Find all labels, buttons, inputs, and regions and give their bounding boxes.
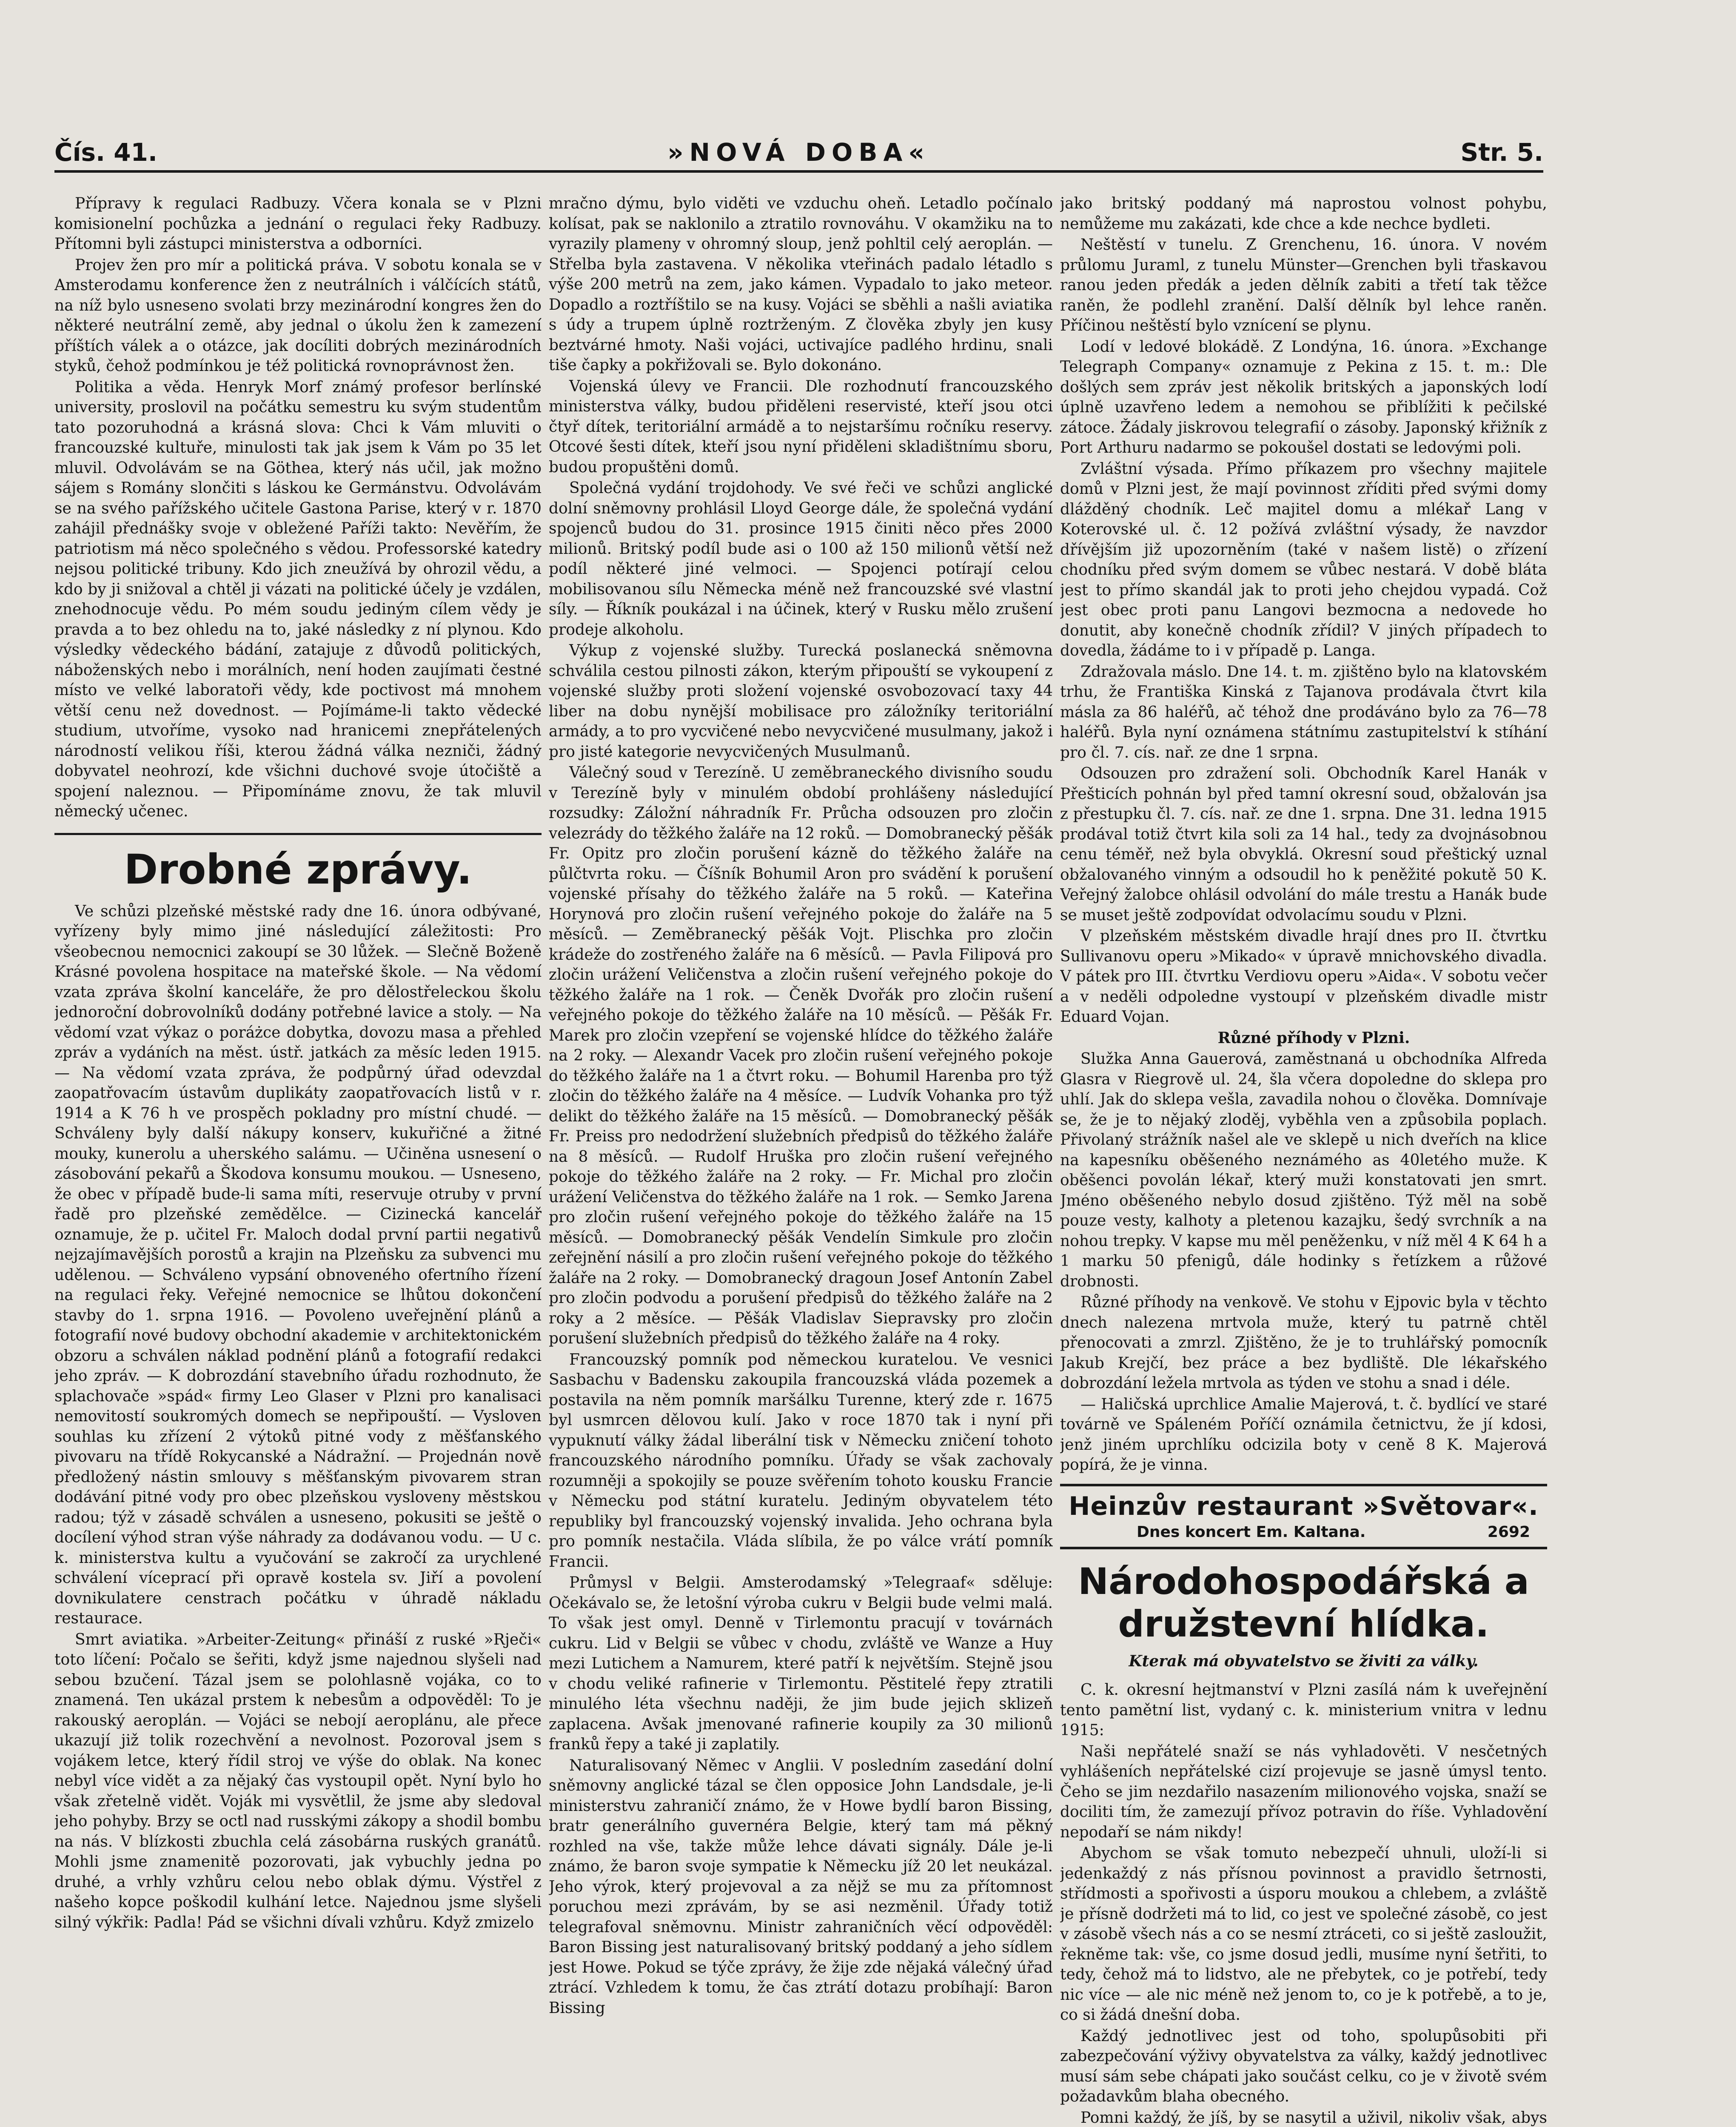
section-heading-economy: Národohospodářská a družstevní hlídka. (1078, 1560, 1529, 1645)
article-butter-price: Zdražovala máslo. Dne 14. t. m. zjištěno bylo na klatovském trhu, že Františka Kinská z Tajanova prodávala čtvrt kila másla za 86 haléřů, ač téhož dne prodáváno bylo za 76—78 haléřů. Byla nyní oznámena státnímu zastupitelství k stíhání pro čl. 7. cís. nař. ze dne 1 srpna. (1060, 663, 1547, 761)
ad-concert-text: Dnes koncert Em. Kaltana. (1137, 1523, 1366, 1541)
article-tunnel-accident: Neštěstí v tunelu. Z Grenchenu, 16. února. V novém průlomu Juraml, z tunelu Münster—Grenchen byli třaskavou ranou jeden předák a jeden dělník zabiti a třetí tak těžce raněn, že podlehl zranění. Další dělník byl lehce raněn. Příčinou neštěstí bylo vznícení se plynu. (1060, 236, 1547, 334)
newspaper-title: »NOVÁ DOBA« (667, 138, 930, 167)
subheading-war-nutrition: Kterak má obyvatelstvo se živiti za války. (1129, 1652, 1479, 1670)
column-2 (549, 194, 1053, 2127)
issue-number: Čís. 41. (54, 138, 157, 167)
article-military-ransom: Výkup z vojenské služby. Turecká poslanecká sněmovna schválila cestou pilnosti zákon, kterým připouští se vykoupení z vojenské služby proti složení vojenské osvobozovací taxy 44 liber na dobu nynější mobilisace pro záložníky teritoriální armády, a to pro vycvičené nebo nevycvičené musulmany, jakož i pro jisté kategorie nevycvičených Musulmanů. (549, 642, 1053, 761)
article-women-peace: Projev žen pro mír a politická práva. V sobotu konala se v Amsterodamu konference žen z neutrálních i válčících států, na níž bylo usneseno svolati brzy mezinárodní kongres žen do některé neutrální země, aby jednal o úkolu žen k zamezení příštích válek a o otázce, jak docíliti dobrých mezinárodních styků, čehož podmínkou je též politická rovnoprávnost žen. (54, 256, 542, 375)
article-nutrition-p2: Abychom se však tomuto nebezpečí uhnuli, uloží-li si jedenkaždý z nás přísnou povinnost a pravidlo šetrnosti, střídmosti a spořivosti a úsporu moukou a chlebem, a zvláště je přísně dodržeti má to lid, co jest ve společné zásobě, co jest v zásobě všech nás a co se nesmí ztráceti, co si ještě zasloužit, řekněme tak: vše, co jsme dosud jedli, musíme nyní šetřiti, to tedy, čehož má to lidstvo, ale ne přebytek, co je potřebí, tedy nic více — ale nic méně než jenom to, co je k potřebě, a to je, co si žádá dnešní doba. (1060, 1845, 1547, 2024)
article-aviator-continued: mračno dýmu, bylo viděti ve vzduchu oheň. Letadlo počínalo kolísat, pak se naklonilo a ztratilo rovnováhu. V okamžiku na to vyrazily plameny v ohromný sloup, jenž pohltil celý aeroplán. — Střelba byla zastavena. V několika vteřinách padalo létadlo s výše 200 metrů na zem, jako kámen. Vypadalo to jako meteor. Dopadlo a roztříštilo se na kusy. Vojáci se sběhli a našli aviatika s údy a trupem úplně roztrženým. Z člověka zbyly jen kusy beztvárné hmoty. Naši vojáci, uctivajíce padlého hrdinu, snali tiše čapky a pokřižovali se. Bylo dokonáno. (549, 195, 1053, 374)
page-header (54, 140, 1543, 173)
article-country-events: Různé příhody na venkově. Ve stohu v Ejpovic byla v těchto dnech nalezena mrtvola muže, který tu patrně chtěl přenocovati a zmrzl. Zjištěno, že je to truhlářský pomocník Jakub Krejčí, bez práce a bez bydliště. Dle lékařského dobrozdání ležela mrtvola as týden ve stohu a snad i déle. (1060, 1294, 1547, 1392)
article-nutrition-p1: Naši nepřátelé snaží se nás vyhladověti. V nesčetných vyhlášeních nepřátelské cizí projevuje se jasně úmysl tento. Čeho se jim nezdařilo nasazením milionového vojska, snaží se dociliti tím, že zamezují přívoz potravin do říše. Vyhladovění nepodaří se nám nikdy! (1060, 1742, 1547, 1841)
column-3 (1060, 194, 1547, 2127)
article-plzen-events: Služka Anna Gauerová, zaměstnaná u obchodníka Alfreda Glasra v Riegrově ul. 24, šla včera dopoledne do sklepa pro uhlí. Jak do sklepa vešla, zavadila nohou o člověka. Domnívaje se, že je to nějaký zloděj, vyběhla ven a způsobila poplach. Přivolaný strážník našel ale ve sklepě u nich dveřích na klice na kapesníku oběšeného neznámého as 40letého muže. K oběšenci povolán lékař, který muži konstatovati jen smrt. Jméno oběšeného nebylo dosud zjištěno. Týž měl na sobě pouze vesty, kalhoty a pletenou kazajku, šedý svrchník a na nohou trepky. V kapse mu měl peněženku, v níž měl 4 K 64 h a 1 marku 50 pfenigů, dále hodinky s řetízkem a růžové drobnosti. (1060, 1050, 1547, 1290)
article-nutrition-p4: Pomni každý, že jíš, by se nasytil a uživil, nikoliv však, abys (1080, 2109, 1547, 2127)
ad-line (1060, 1522, 1547, 1543)
article-naturalised-continued: jako britský poddaný má naprostou volnost pohybu, nemůžeme mu zakázati, kde chce a kde nechce bydleti. (1060, 195, 1547, 233)
article-nutrition-p3: Každý jednotlivec jest od toho, spolupůsobiti při zabezpečování výživy obyvatelstva za války, každý jednotlivec musí sám sebe chápati jako součást celku, co je v životě svém požadavkům blaha obecného. (1060, 2027, 1547, 2105)
article-naturalised-german: Naturalisovaný Němec v Anglii. V posledním zasedání dolní sněmovny anglické tázal se člen opposice John Landsdale, je-li ministerstvu zahraničí známo, že v Howe bydlí baron Bissing, bratr generálního guvernéra Belgie, který tam má pěkný rozhled na vše, takže může lehce dávati signály. Dále je-li známo, že baron svoje sympatie k Německu jíž 20 let neukázal. Jeho výrok, který projevoval a za nějž se mu za přítomnost poruchou mezi zprávám, by se asi nezměnil. Úřady totiž telegrafoval sněmovnu. Ministr zahraničních věcí odpověděl: Baron Bissing jest naturalisovaný britský poddaný a jeho sídlem jest Howe. Pokud se týče zprávy, že žije zde nějaká válečný úřad ztrácí. Vzhledem k tomu, že čas ztrátí dotazu probíhají: Baron Bissing (549, 1756, 1053, 2017)
subheading-plzen-events: Různé příhody v Plzni. (1217, 1029, 1410, 1047)
article-aviator-death: Smrt aviatika. »Arbeiter-Zeitung« přináší z ruské »Rječi« toto líčení: Počalo se šeřiti, když jsme najednou slyšeli nad sebou bzučení. Tázal jsem se polohlasně vojáka, co to znamená. Ten ukázal prstem k nebesům a odpověděl: To je rakouský aeroplán. — Vojáci se nebojí aeroplánu, ale přece ukazují již tolik rozechvění a nevolnost. Pozoroval jsem s vojákem letce, který řídil stroj ve výše do oblak. Na konec nebyl více vidět a za nějaký čas vystoupil opět. Nyní bylo ho však zřetelně vidět. Voják mi vysvětlil, že jsme aby sledoval jeho pohyby. Brzy se octl nad russkými zákopy a shodil bombu na nás. V blízkosti zbuchla celá zásobárna ruských granátů. Mohli jsme znamenitě pozorovati, jak vybuchly jedna po druhé, a vrhly vzhůru celou nebo oblak dýmu. Výstřel z našeho kopce poškodil kulhání letce. Najednou jsme slyšeli silný výkřik: Padla! Pád se všichni dívali vzhůru. Když zmizelo (54, 1631, 542, 1931)
article-french-monument: Francouzský pomník pod německou kuratelou. Ve vesnici Sasbachu v Badensku zakoupila francouzská vláda pozemek a postavila na něm pomník maršálku Turenne, který zde r. 1675 byl usmrcen dělovou kulí. Jako v roce 1870 tak i nyní při vypuknutí války žádal liberální tisk v Německu zničení tohoto francouzského národního pomníku. Úřady se však zachovaly rozumněji a spokojily se pouze svěřením tohoto kousku Francie v Německu pod státní kuratelu. Jediným obyvatelem této republiky byl francouzský vojenský invalida. Jeho ochrana byla pro pomník nestačila. Vláda slíbila, že po válce vrátí pomník Francii. (549, 1351, 1053, 1571)
advertisement (1060, 1484, 1547, 1549)
article-politics-science: Politika a věda. Henryk Morf známý profesor berlínské university, proslovil na počátku semestru ku svým studentům tato pozoruhodná a krásná slova: Chci k Vám mluviti o francouzské kultuře, minulosti tak jak jsem k Vám po 35 let mluvil. Odvolávám se na Göthea, který nás učil, jak možno sájem s Romány slončiti s láskou ke Germánstvu. Odvolávám se na svého pařížského učitele Gastona Parise, který v r. 1870 zahájil přednášky svoje v obležené Paříži takto: Nevěřím, že patriotism má něco společného s vědou. Professorské katedry nejsou politické tribuny. Kdo jich zneužívá by ohrozil vědu, a kdo by ji snižoval a chtěl ji vázati na politické účely je vzdálen, znehodnocuje vědu. Po mém soudu jediným cílem vědy je pravda a to bez ohledu na to, jaké následky z ní plynou. Kdo výsledky vědeckého bádání, zatajuje z důvodů politických, náboženských nebo i morálních, není hoden zaujímati čestné místo ve velké laboratoři vědy, kde poctivost má mnohem větší cenu než dovednost. — Pojímáme-li takto vědecké studium, utvoříme, vysoko nad hranicemi znepřátelených národností velikou říši, kterou žádná válka nezniči, žádný dobyvatel neohrozí, kde všichni duchové svoje útočiště a spojení naleznou. — Připomínáme znovu, že tak mluvil německý učenec. (54, 378, 542, 820)
article-special-privilege: Zvláštní výsada. Přímo příkazem pro všechny majitele domů v Plzni jest, že mají povinnost zříditi před svými domy dlážděný chodník. Leč majitel domu a mlékař Lang v Koterovské ul. č. 12 požívá zvláštní výsady, že navzdor dřívějším již upozorněním (také v našem listě) o zřízení chodníku před svým domem se vůbec nestará. V době bláta jest to přímo skandál jak to proti jeho chejdou vypadá. Což jest obec proti panu Langovi bezmocna a nedovede ho donutit, aby konečně chodník zřídil? V jiných případech to dovedla, žádáme to i v případě p. Langa. (1060, 460, 1547, 659)
article-court-terezin: Válečný soud v Terezíně. U zeměbraneckého divisního soudu v Terezíně byly v minulém období prohlášeny následující rozsudky: Záložní náhradník Fr. Průcha odsouzen pro zločin velezrády do těžkého žaláře na 12 roků. — Domobranecký pěšák Fr. Opitz pro zločin porušení kázně do těžkého žaláře na půlčtvrta roku. — Číšník Bohumil Aron pro svádění k porušení vojenské přísahy do těžkého žaláře na 5 roků. — Kateřina Horynová pro zločin rušení veřejného pokoje do žaláře na 5 měsíců. — Zeměbranecký pěšák Vojt. Plischka pro zločin krádeže do zostřeného žaláře na 6 měsíců. — Pavla Filipová pro zločin urážení Veličenstva a zločin rušení veřejného pokoje do těžkého žaláře na 1 rok. — Čeněk Dvořák pro zločin rušení veřejného pokoje do těžkého žaláře na 10 měsíců. — Pěšák Fr. Marek pro zločin vzepření se vojenské hlídce do těžkého žaláře na 2 roky. — Alexandr Vacek pro zločin rušení veřejného pokoje do těžkého žaláře na 1 a čtvrt roku. — Bohumil Harenba pro týž zločin do těžkého žaláře na 4 měsíce. — Ludvík Vohanka pro týž delikt do těžkého žaláře na 15 měsíců. — Domobranecký pěšák Fr. Preiss pro nedodržení služebních předpisů do těžkého žaláře na 8 měsíců. — Rudolf Hruška pro zločin rušení veřejného pokoje do těžkého žaláře na 2 roky. — Fr. Michal pro zločin urážení Veličenstva do těžkého žaláře na 1 rok. — Semko Jarena pro zločin rušení veřejného pokoje do těžkého žaláře na 15 měsíců. — Domobranecký pěšák Vendelín Simkule pro zločin zeřejnění násilí a pro zločin rušení veřejného pokoje do těžkého žaláře na 2 roky. — Domobranecký dragoun Josef Antonín Zabel pro zločin podvodu a porušení předpisů do těžkého žaláře na 2 roky a 2 měsíce. — Pěšák Vladislav Siepravsky pro zločin porušení služebních předpisů do těžkého žaláře na 4 roky. (549, 764, 1053, 1347)
ad-title: Heinzův restaurant »Světovar«. (1069, 1491, 1539, 1521)
article-city-council: Ve schůzi plzeňské městské rady dne 16. února odbývané, vyřízeny byly mimo jiné následující záležitosti: Pro všeobecnou nemocnici zakoupí se 30 lůžek. — Slečně Boženě Krásné povolena hospitace na mateřské škole. — Na vědomí vzata zpráva školní kanceláře, že pro dělostřeleckou školu jednoroční dobrovolníků dodány potřebné lavice a stoly. — Na vědomí vzat výkaz o poráżce dobytka, dovozu masa a přehled zpráv a vydáních na měst. ústř. jatkách za měsíc leden 1915. — Na vědomí vzata zpráva, že podpůrný úřad odevzdal zaopatřovacím ústavům duplikáty zaopatřovacích listů v r. 1914 a K 76 h ve prospěch pokladny pro místní chudé. — Schváleny byly další nákupy konserv, kukuřičné a žitné mouky, kunerolu a uherského salámu. — Učiněna usnesení o zásobování pekařů a Škodova konsumu moukou. — Usneseno, že obec v případě bude-li sama míti, reservuje otruby v první řadě pro plzeňské zemědělce. — Cizinecká kancelář oznamuje, že p. učitel Fr. Maloch dodal první partii negativů nejzajímavějších porostů a krajin na Plzeňsku za subvenci mu udělenou. — Schváleno vypsání obnoveného ofertního řízení na regulaci řeky. Veřejné nemocnice se lhůtou dokončení stavby do 1. srpna 1916. — Povoleno uveřejnění plánů a fotografií nové budovy obchodní akademie v architektonickém obzoru a schválen náklad podnění plánů a fotografií redakci jeho zpráv. — K dobrozdání stavebního úřadu rozhodnuto, že splachovače »spád« firmy Leo Glaser v Plzni pro kanalisaci nemovitostí soukromých domech se nepřipouští. — Vysloven souhlas ku zřízení 2 výtoků pitné vody z měšťanského pivovaru na třídě Rokycanské a Nádražní. — Projednán nově předložený nástin smlouvy s měšťanským pivovarem stran dodávání pitné vody pro obec plzeňskou vysloveny městskou radou; týž v zásadě schválen a usneseno, pokusiti se ještě o docílení výhod stran výše náhrady za dodávanou vodu. — U c. k. ministerstva kultu a vyučování se zakročí za urychlené schválení víceprací při opravě kostela sv. Jiří a povolení dovnikulatere censtrach počátku v úhradě nákladu restaurace. (54, 902, 542, 1627)
article-radbuza: Přípravy k regulaci Radbuzy. Včera konala se v Plzni komisionelní pochůzka a jednání o regulaci řeky Radbuzy. Přítomni byli zástupci ministerstva a odborníci. (54, 195, 542, 253)
article-salt-price: Odsouzen pro zdražení soli. Obchodník Karel Hanák v Přešticích pohnán byl před tamní okresní soud, obžalován jsa z přestupku čl. 7. cís. nař. ze dne 1. srpna. Dne 31. ledna 1915 prodával totiž čtvrt kila soli za 14 hal., tedy za dvojnásobnou cenu téměř, než byla obvyklá. Okresní soud přeštický uznal obžalovaného vinným a odsoudil ho k peněžité pokutě 50 K. Veřejný žalobce ohlásil odvolání do mále trestu a Hanák bude se muset ještě zodpovídat odvolacímu soudu v Plzni. (1060, 765, 1547, 924)
column-1 (54, 194, 542, 2127)
article-ice-blockade: Lodí v ledové blokádě. Z Londýna, 16. února. »Exchange Telegraph Company« oznamuje z Pekina z 15. t. m.: Dle došlých sem zpráv jest několik britských a japonských lodí úplně uzavřeno ledem a nemohou se přiblížiti k pečilské zátoce. Žádaly jiskrovou telegrafií o zásoby. Japonský křižník z Port Arthuru nadarmo se pokoušel dostati se ledovými poli. (1060, 338, 1547, 456)
section-divider (54, 833, 542, 835)
article-belgium-industry: Průmysl v Belgii. Amsterodamský »Telegraaf« sděluje: Očekávalo se, že letošní výroba cukru v Belgii bude velmi malá. To však jest omyl. Denně v Tirlemontu pracují v továrnách cukru. Lid v Belgii se vůbec v chodu, zvláště ve Wanze a Huy mezi Lutichem a Namurem, které patří k největším. Stejně jsou v chodu veliké rafinerie v Tirlemontu. Pěstitelé řepy ztratili minulého léta všechnu naději, že jim bude jejich sklizeň zaplacena. Avšak jmenované rafinerie koupily za 30 milionů franků řepy a také ji zaplatily. (549, 1574, 1053, 1753)
page-number: Str. 5. (1460, 138, 1543, 167)
article-nutrition-intro: C. k. okresní hejtmanství v Plzni zasílá nám k uveřejnění tento pamětní list, vydaný c. k. ministerium vnitra v lednu 1915: (1060, 1681, 1547, 1739)
article-refugee: — Haličská uprchlice Amalie Majerová, t. č. bydlící ve staré továrně ve Spáleném Poříčí oznámila četnictvu, že jí kdosi, jenž jiném uprchlíku odcizila boty v ceně 8 K. Majerová popírá, že je vinna. (1060, 1395, 1547, 1474)
section-heading-short-news: Drobné zprávy. (124, 845, 472, 893)
article-france-relief: Vojenská úlevy ve Francii. Dle rozhodnutí francouzského ministerstva války, budou přiděleni reservisté, kteří jsou otci čtyř dítek, teritoriální armádě a to nejstaršímu ročníku reservy. Otcové šesti dítek, kteří jsou nyní přiděleni skladištnímu sboru, budou propuštěni domů. (549, 377, 1053, 476)
article-theatre: V plzeňském městském divadle hrají dnes pro II. čtvrtku Sullivanovu operu »Mikado« v úpravě mnichovského divadla. V pátek pro III. čtvrtku Verdiovu operu »Aida«. V sobotu večer a v neděli odpoledne vystoupí v plzeňském divadle mistr Eduard Vojan. (1060, 927, 1547, 1026)
article-entente-expenses: Společná vydání trojdohody. Ve své řeči ve schůzi anglické dolní sněmovny prohlásil Lloyd George dále, že společná vydání spojenců budou do 31. prosince 1915 činiti něco přes 2000 milionů. Britský podíl bude asi o 100 až 150 milionů větší než podíl některé jiné velmoci. — Spojenci potírají celou mobilisovanou sílu Německa méně než francouzské své vlastní síly. — Říkník poukázal i na účinek, který v Rusku mělo zrušení prodeje alkoholu. (549, 479, 1053, 639)
ad-number: 2692 (1487, 1523, 1530, 1541)
